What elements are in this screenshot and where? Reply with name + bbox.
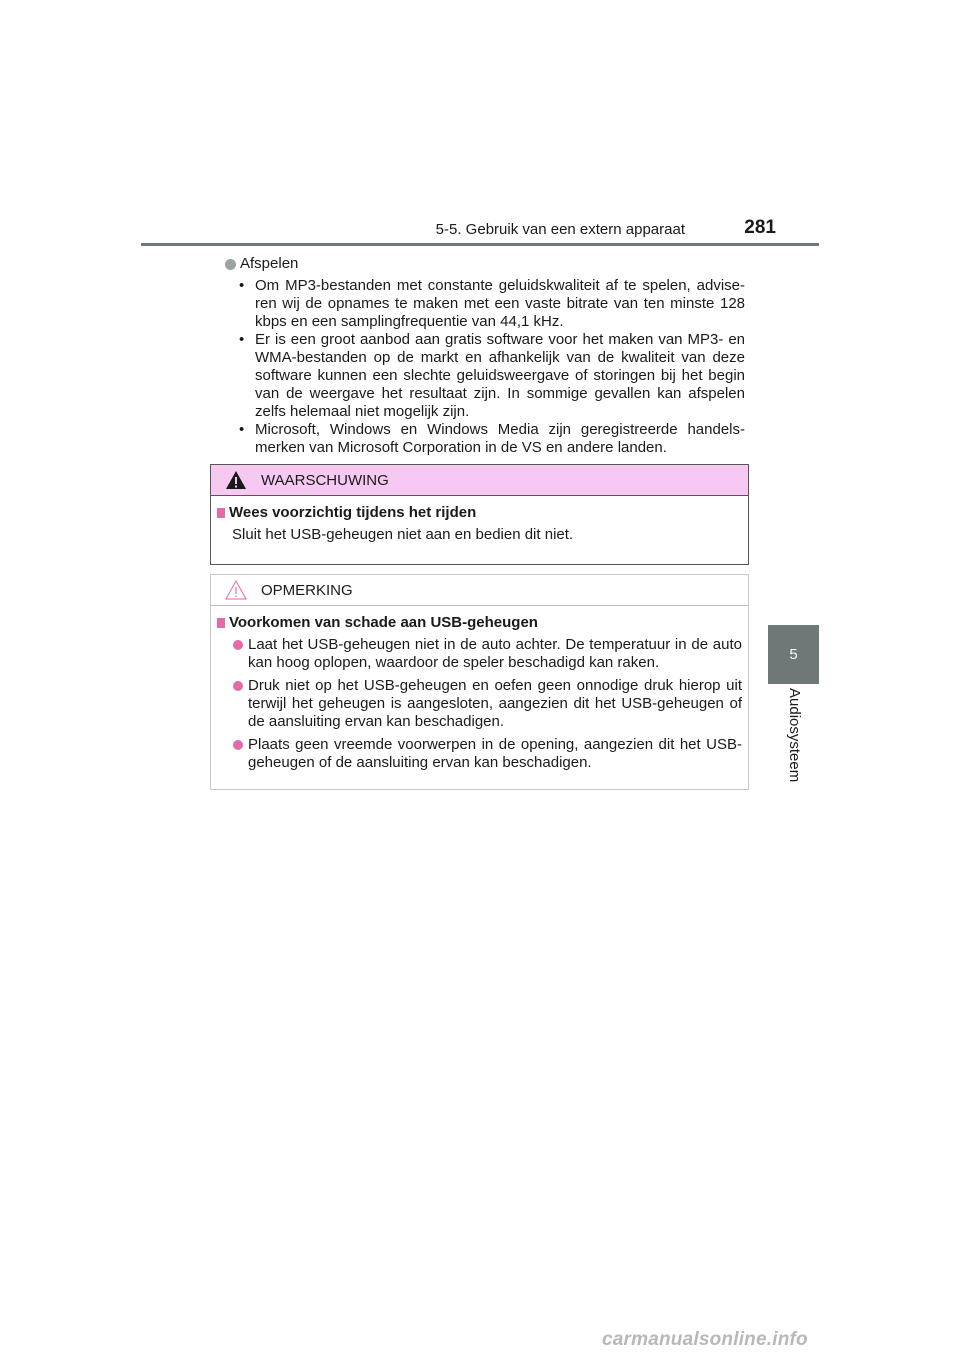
header-divider bbox=[141, 243, 819, 246]
list-item bbox=[233, 636, 742, 672]
section-title: 5-5. Gebruik van een extern apparaat bbox=[435, 221, 685, 238]
warning-body bbox=[211, 496, 748, 544]
watermark: carmanualsonline.info bbox=[602, 1329, 808, 1350]
notice-body bbox=[211, 606, 748, 772]
list-item bbox=[233, 736, 742, 772]
chapter-tab[interactable] bbox=[768, 625, 819, 684]
bullet-dot-icon bbox=[233, 681, 243, 691]
list-item: • Microsoft, Windows en Windows Media zijn geregistreerde handels-merken van Microsoft Corporation in de VS en andere landen. bbox=[239, 421, 745, 457]
caution-triangle-icon bbox=[225, 580, 247, 600]
bullet-dot-icon bbox=[225, 259, 236, 270]
warning-box bbox=[210, 464, 749, 565]
playback-heading bbox=[225, 255, 745, 273]
chapter-number: 5 bbox=[789, 646, 798, 663]
notice-title-text: Voorkomen van schade aan USB-geheugen bbox=[229, 614, 538, 631]
bullet-dot-icon bbox=[233, 740, 243, 750]
playback-section bbox=[225, 255, 745, 457]
square-bullet-icon bbox=[217, 508, 225, 518]
notice-item-text: Druk niet op het USB-geheugen en oefen geen onnodige druk hierop uit terwijl het geheugen is aangesloten, aangezien dit het USB-geheugen of de aansluiting ervan kan beschadigen. bbox=[248, 677, 742, 730]
warning-header bbox=[211, 465, 748, 496]
notice-title bbox=[217, 614, 742, 632]
bullet-dot-icon bbox=[233, 640, 243, 650]
square-bullet-icon bbox=[217, 618, 225, 628]
notice-item-text: Laat het USB-geheugen niet in de auto achter. De temperatuur in de auto kan hoog oplopen, waardoor de speler beschadigd kan raken. bbox=[248, 636, 742, 671]
page-number: 281 bbox=[744, 217, 776, 238]
warning-title-text: Wees voorzichtig tijdens het rijden bbox=[229, 504, 477, 521]
notice-header bbox=[211, 575, 748, 606]
chapter-label: Audiosysteem bbox=[786, 688, 803, 783]
notice-box bbox=[210, 574, 749, 790]
warning-text: Sluit het USB-geheugen niet aan en bedien dit niet. bbox=[232, 526, 574, 543]
warning-title bbox=[217, 504, 742, 522]
playback-bullet-list bbox=[225, 277, 745, 457]
notice-item-text: Plaats geen vreemde voorwerpen in de opening, aangezien dit het USB-geheugen of de aansluiting ervan kan beschadigen. bbox=[248, 736, 742, 771]
warning-label: WAARSCHUWING bbox=[261, 471, 389, 489]
playback-heading-text: Afspelen bbox=[240, 255, 299, 272]
warning-triangle-icon bbox=[225, 470, 247, 490]
notice-label: OPMERKING bbox=[261, 581, 353, 599]
notice-item-list bbox=[217, 636, 742, 772]
list-item: • Om MP3-bestanden met constante geluidskwaliteit af te spelen, advise-ren wij de opnames te maken met een vaste bitrate van ten minste 128 kbps en een samplingfrequentie van 44,1 kHz. bbox=[239, 277, 745, 331]
list-item: • Er is een groot aanbod aan gratis software voor het maken van MP3- en WMA-bestanden op de markt en afhankelijk van de kwaliteit van deze software kunnen een slechte geluidsweergave of storingen bij het begin van de weergave het resultaat zijn. In sommige gevallen kan afspelen zelfs helemaal niet mogelijk zijn. bbox=[239, 331, 745, 421]
list-item bbox=[233, 677, 742, 731]
